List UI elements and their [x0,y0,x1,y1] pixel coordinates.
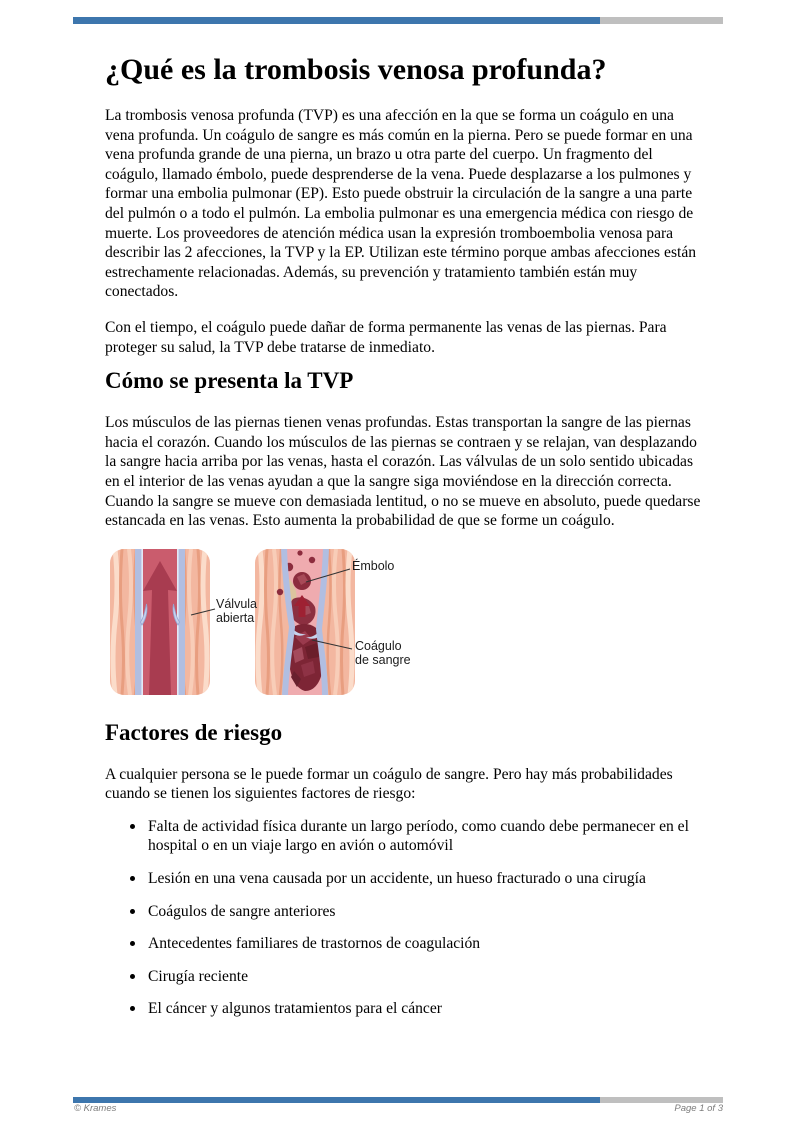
risk-factor-text: Coágulos de sangre anteriores [148,902,336,920]
risk-factor-text: Lesión en una vena causada por un accidente, un hueso fracturado o una cirugía [148,870,646,888]
embolus-label: Émbolo [352,558,395,573]
page-footer [74,1103,723,1114]
section-heading-presentation: Cómo se presenta la TVP [105,368,354,394]
bullet-marker [130,1006,135,1011]
risk-factor-item [130,934,701,954]
page-title: ¿Qué es la trombosis venosa profunda? [105,53,607,86]
bullet-marker [130,941,135,946]
left-vein-open-valve-graphic [110,549,210,695]
bullet-marker [130,909,135,914]
clot-label: Coágulo de sangre [355,638,411,667]
bullet-marker [130,876,135,881]
risk-factor-item [130,967,701,987]
risk-factor-item [130,902,701,922]
bullet-marker [130,974,135,979]
presentation-paragraph: Los músculos de las piernas tienen venas profundas. Estas transportan la sangre de las piernas hacia el corazón. Cuando los músculos de las piernas se contraen y se relajan, van desplazando la sangre hacia arriba por las venas, hasta el corazón. Las válvulas de un solo sentido ubicadas en el interior de las venas ayudan a que la sangre siga moviéndose en la dirección correcta. Cuando la sangre se mueve con demasiada lentitud, o no se mueve en absoluto, puede quedarse estancada en las venas. Esto aumenta la probabilidad de que se forme un coágulo. [105,414,701,530]
risk-factor-item [130,817,701,856]
risk-factor-text: Antecedentes familiares de trastornos de coagulación [148,935,481,953]
risk-factors-paragraph: A cualquier persona se le puede formar un coágulo de sangre. Pero hay más probabilidades cuando se tienen los siguientes factores de riesgo: [105,765,673,803]
risk-factor-text: Cirugía reciente [148,967,249,985]
page-number-text: Page 1 of 3 [674,1103,723,1114]
document-body [105,0,701,1019]
copyright-text: © Krames [74,1103,117,1114]
vein-illustration [105,547,425,697]
bullet-marker [130,824,135,829]
risk-factors-list [105,817,701,1019]
risk-factor-text: El cáncer y algunos tratamientos para el cáncer [148,1000,442,1018]
risk-factor-text: Falta de actividad física durante un largo período, como cuando debe permanecer en el hospital o en un viaje largo en avión o automóvil [148,817,689,855]
intro-paragraph-1: La trombosis venosa profunda (TVP) es una afección en la que se forma un coágulo en una vena profunda. Un coágulo de sangre es más común en la pierna. Pero se puede formar en una vena profunda grande de una pierna, un brazo u otra parte del cuerpo. Un fragmento del coágulo, llamado émbolo, puede desprenderse de la vena. Puede desplazarse a los pulmones y formar una embolia pulmonar (EP). Esto puede obstruir la circulación de la sangre a una parte del pulmón o a todo el pulmón. La embolia pulmonar es una emergencia médica con riesgo de muerte. Los proveedores de atención médica usan la expresión tromboembolia venosa para describir las 2 afecciones, la TVP y la EP. Utilizan este término porque ambas afecciones están estrechamente relacionadas. Además, su prevención y tratamiento también están muy conectados. [105,107,697,301]
intro-paragraph-2: Con el tiempo, el coágulo puede dañar de forma permanente las venas de las piernas. Para proteger su salud, la TVP debe tratarse de inmediato. [105,318,667,356]
risk-factor-item [130,869,701,889]
section-heading-risk-factors: Factores de riesgo [105,719,283,745]
risk-factor-item [130,999,701,1019]
valve-label: Válvula abierta [216,596,257,625]
